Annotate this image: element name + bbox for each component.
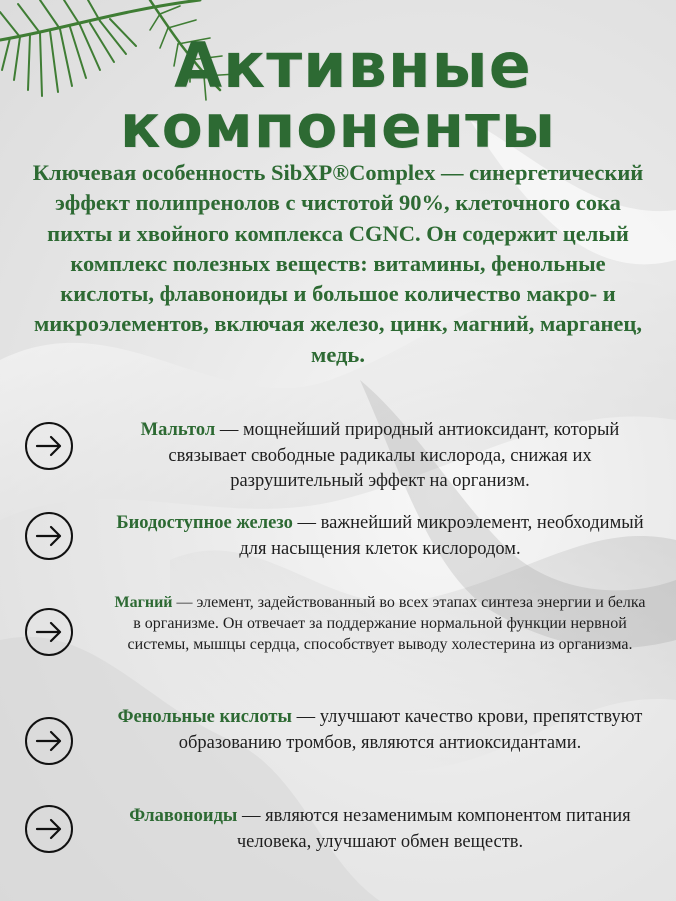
- component-term: Мальтол: [140, 420, 216, 440]
- component-term: Фенольные кислоты: [117, 707, 292, 727]
- component-term: Флавоноиды: [129, 806, 238, 826]
- arrow-right-circle-icon: [24, 716, 74, 766]
- intro-paragraph: Ключевая особенность SibXP®Complex — синергетический эффект полипренолов с чистотой 90%, клеточного сока пихты и хвойного комплекса CGNC. Он содержит целый комплекс полезных веществ: витамины, фенольные кислоты, флавоноиды и большое количество макро- и микроэлементов, включая железо, цинк, магний, марганец, медь.: [32, 160, 644, 367]
- component-desc: — важнейший микроэлемент, необходимый для насыщения клеток кислородом.: [239, 513, 644, 559]
- arrow-right-circle-icon: [24, 804, 74, 854]
- arrow-right-circle-icon: [24, 607, 74, 657]
- component-term: Биодоступное железо: [116, 513, 293, 533]
- arrow-right-circle-icon: [24, 511, 74, 561]
- component-term: Магний: [114, 594, 173, 611]
- page-title-line-2: компоненты: [119, 92, 557, 162]
- component-description: [110, 511, 650, 562]
- component-desc: — улучшают качество крови, препятствуют образованию тромбов, являются антиоксидантами.: [178, 707, 643, 753]
- page-title-line-1: Активные: [174, 29, 532, 102]
- component-description: [110, 804, 650, 855]
- component-desc: — элемент, задействованный во всех этапах синтеза энергии и белка в организме. Он отвечает за поддержание нормальной функции нервной системы, мышцы сердца, способствует выводу холестерина из организма.: [127, 594, 646, 653]
- arrow-right-circle-icon: [24, 421, 74, 471]
- component-description: [110, 705, 650, 756]
- component-description: [110, 592, 650, 655]
- component-desc: — мощнейший природный антиоксидант, который связывает свободные радикалы кислорода, снижая их разрушительный эффект на организм.: [168, 420, 620, 491]
- component-description: [110, 418, 650, 495]
- component-desc: — являются незаменимым компонентом питания человека, улучшают обмен веществ.: [236, 806, 631, 852]
